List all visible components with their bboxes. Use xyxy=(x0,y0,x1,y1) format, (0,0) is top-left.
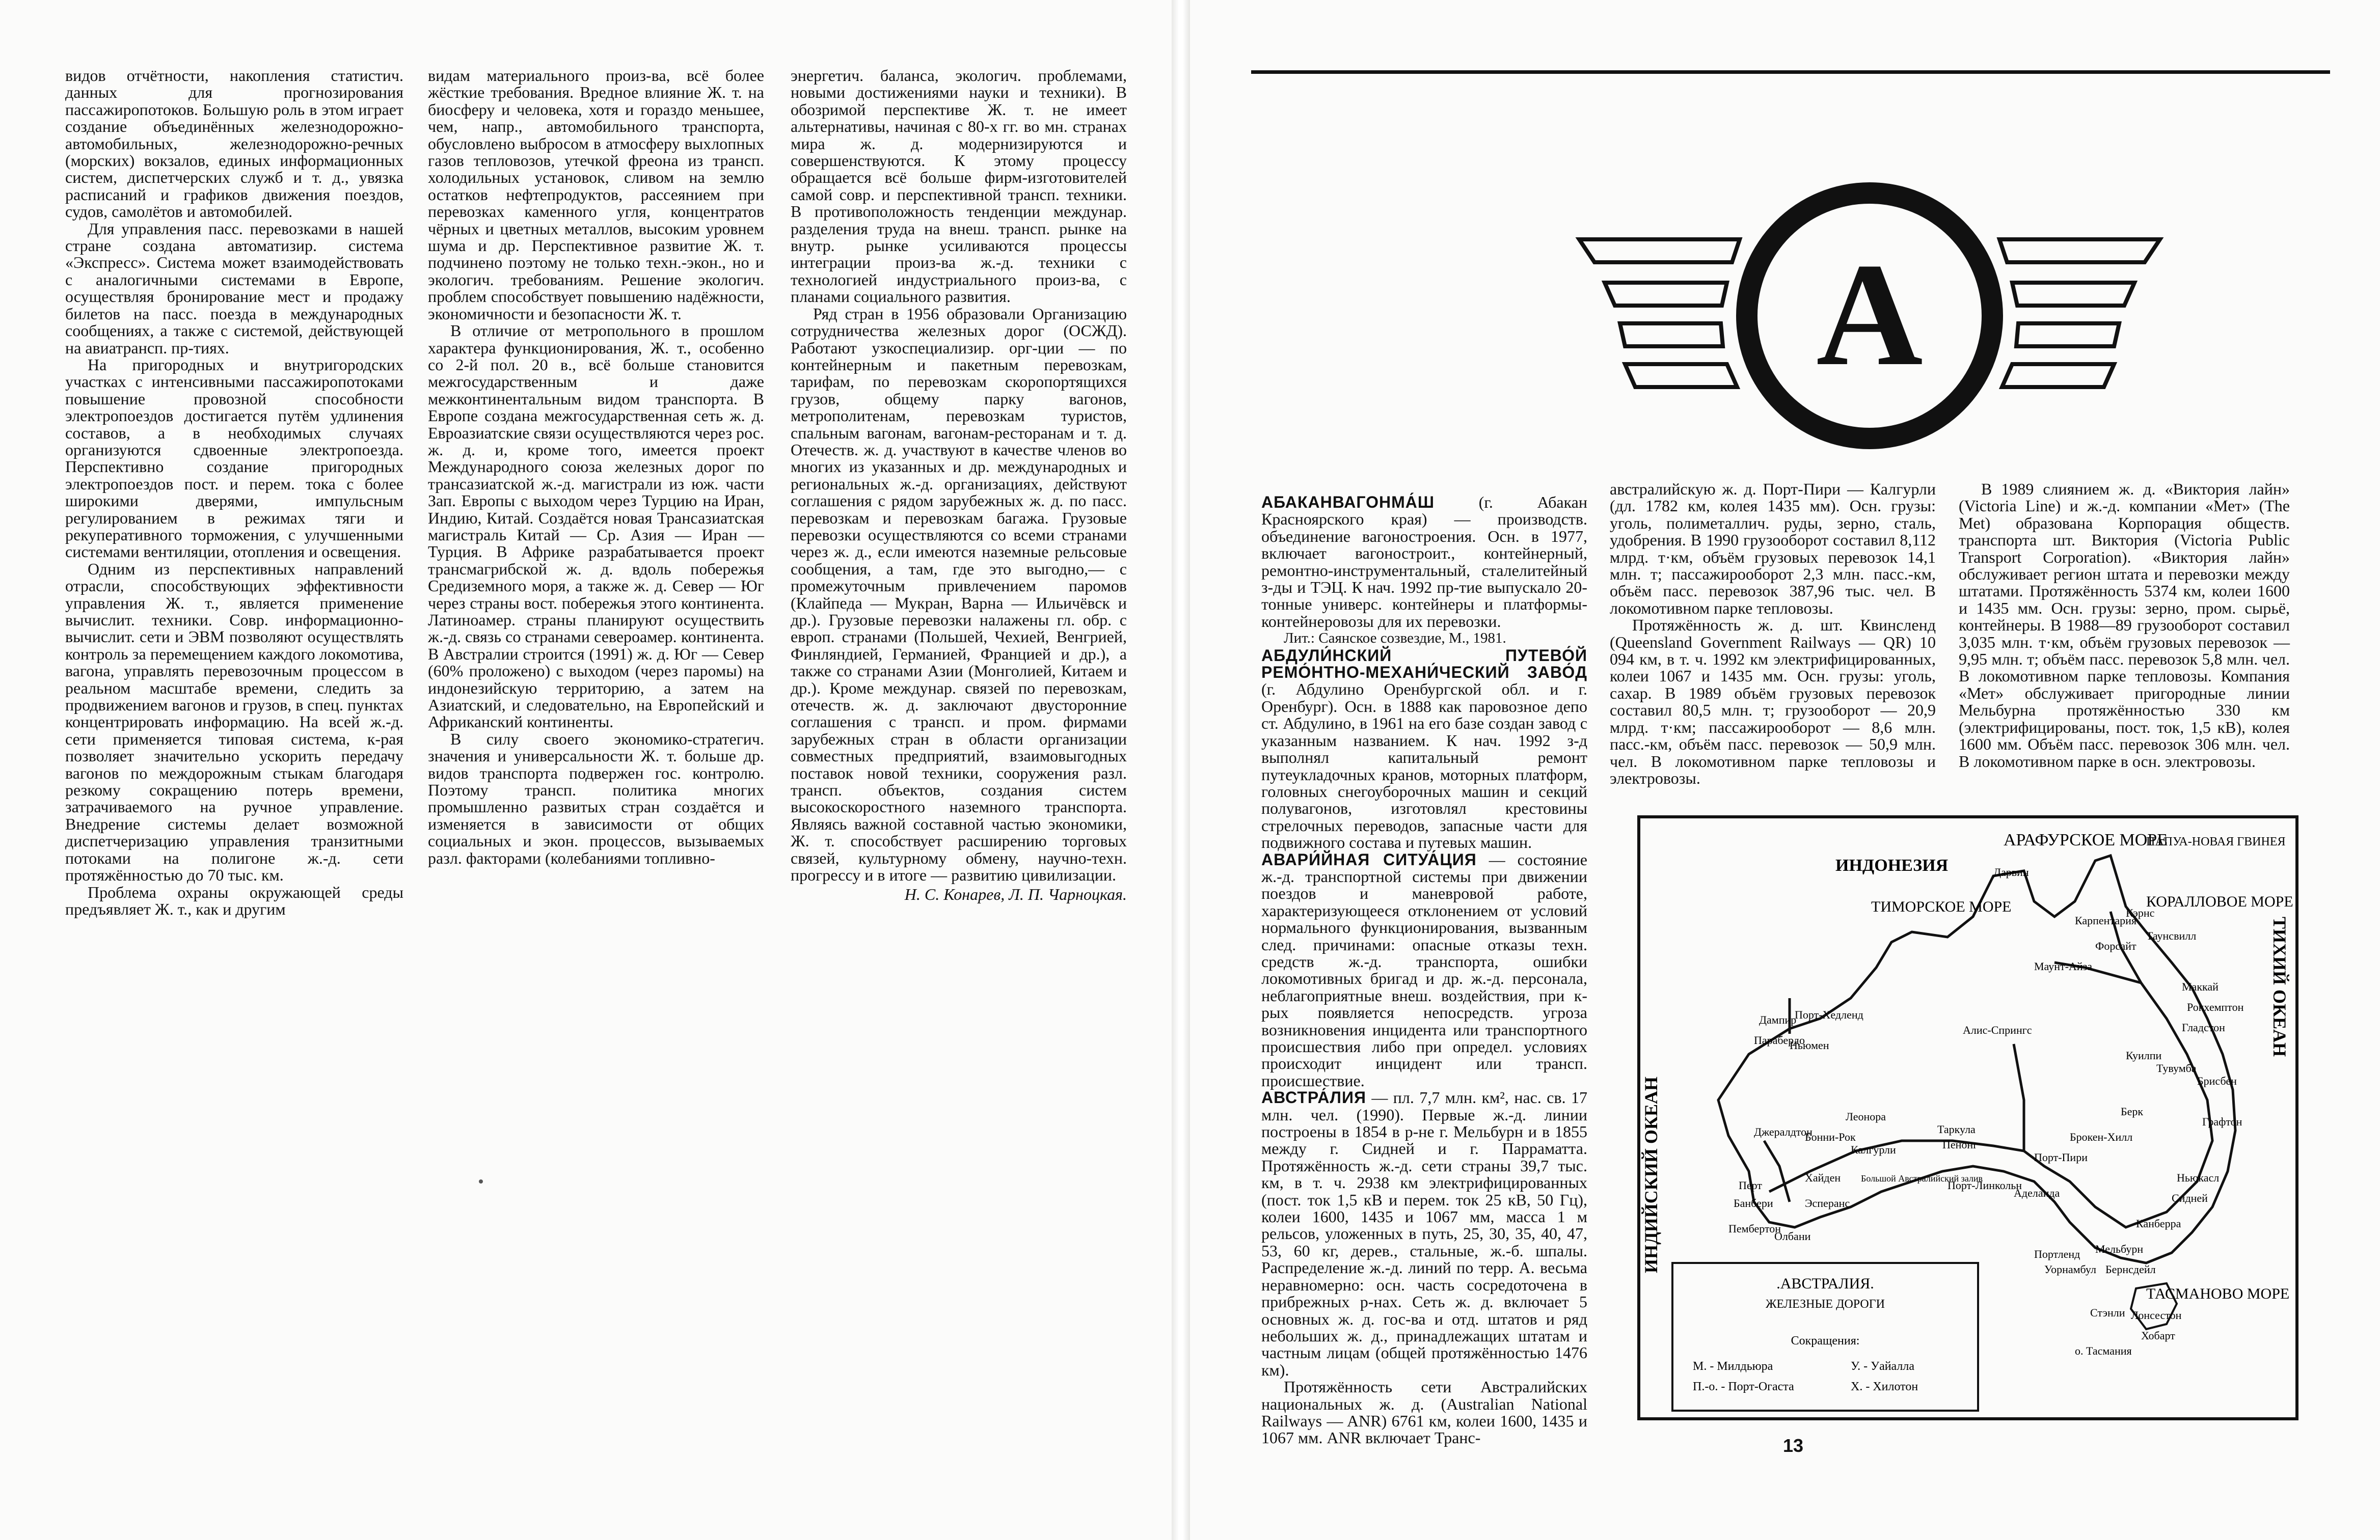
emblem-wing-right-2 xyxy=(2012,283,2134,306)
map-abbr: У. - Уайалла xyxy=(1851,1360,1915,1373)
left-column-2 xyxy=(428,67,764,1126)
city-label: Лонсестон xyxy=(2131,1309,2182,1322)
left-column-3 xyxy=(791,67,1127,1126)
right-column-1 xyxy=(1261,493,1588,1447)
author-signature: Н. С. Конарев, Л. П. Чарноцкая. xyxy=(904,885,1127,903)
city-label: Тувумба xyxy=(2156,1062,2197,1075)
city-label: Пенонг xyxy=(1942,1138,1978,1151)
city-label: Сидней xyxy=(2172,1192,2208,1204)
print-speck xyxy=(479,1179,483,1184)
entry-text-australia: — пл. 7,7 млн. км², нас. св. 17 млн. чел. (1990). Первые ж.-д. линии построены в 1854 в р-не г. Мельбурн и в 1855 между г. Сидней и г. Парраматта. Протяжённость ж.-д. сети страны 39,7 тыс. км, в т. ч. 2938 км электрифицированных (пост. ток 1,5 кВ и перем. ток 25 кВ, 50 Гц), колеи 1600, 1435 и 1067 мм, масса 1 м рельсов, уложенных в путь, 25, 30, 35, 40, 47, 53, 60 кг, дерев., стальные, ж.-б. шпалы. Распределение ж.-д. линий по терр. А. весьма неравномерно: осн. часть сосредоточена в прибрежных р-нах. Сеть ж. д. включает 5 основных ж. д. гос-ва и отд. штатов и ряд небольших ж. д., принадлежащих штатам и частным лицам (общей протяжённостью 1476 км). xyxy=(1261,1088,1587,1379)
map-abbr: П.-о. - Порт-Огаста xyxy=(1693,1380,1794,1393)
city-label: Форсайт xyxy=(2095,940,2136,952)
paragraph: Протяжённость ж. д. шт. Квинсленд (Queensland Government Railways — QR) 10 094 км, в т. ч. 1992 км электрифицированных, колеи 1067 и 1435 мм. Осн. грузы: уголь, сахар. В 1989 объём грузовых перевозок составил 80,5 млн. т; грузооборот — 20,9 млрд. т·км; пассажирооборот — 8,6 млн. пасс.-км, объём пасс. перевозок — 50,9 млн. чел. В локомотивном парке тепловозы и электровозы. xyxy=(1610,616,1936,787)
city-label: Алис-Спрингс xyxy=(1963,1024,2032,1036)
right-column-3 xyxy=(1959,481,2290,796)
paragraph: Проблема охраны окружающей среды предъявляет Ж. т., как и другим xyxy=(65,883,403,918)
entry-text-avariynaya: — состояние ж.-д. транспортной системы при движении поездов и маневровой работе, характеризующееся отклонением от условий нормального функционирования, вызванным след. причинами: опасные отказы техн. средств ж.-д. транспорта, ошибки локомотивных бригад и др. ж.-д. персонала, неблагоприятные внеш. воздействия, при к-рых появляется непосредств. угроза возникновения инцидента или транспортного происшествия либо при определ. условиях происходит инцидент или трансп. происшествие. xyxy=(1261,850,1588,1090)
entry-text-abdulino: (г. Абдулино Оренбургской обл. и г. Оренбург). Осн. в 1888 как паровозное депо ст. Абдулино, в 1961 на его базе создан завод с указанным названием. К нач. 1992 з-д выполнял капитальный ремонт путеукладочных кранов, моторных платформ, головных снегоуборочных машин и секций полувагонов, изготовлял крестовины стрелочных переводов, запасные части для подвижного состава и путевых машин. xyxy=(1261,680,1587,852)
city-label: Хайден xyxy=(1805,1171,1841,1184)
city-label: Мельбурн xyxy=(2095,1243,2144,1255)
paragraph: Одним из перспективных направлений отрасли, способствующих эффективности управления Ж. т., является применение вычислит. техники. Совр. информационно-вычислит. сети и ЭВМ позволяют осуществлять контроль за перемещением каждого локомотива, вагона, управлять перевозочным процессом в реальном масштабе времени, следить за продвижением вагонов и грузов, в спец. пунктах концентрировать информацию. На всей ж.-д. сети применяется типовая система, к-рая позволяет значительно ускорить передачу вагонов по междорожным стыкам благодаря резкому сокращению потерь времени, затрачиваемого на ручное управление. Внедрение системы делает возможной диспетчеризацию управления транзитными потоками на полигоне ж.-д. сети протяжённостью до 70 тыс. км. xyxy=(65,559,403,885)
literature-note: Лит.: Саянское созвездие, М., 1981. xyxy=(1284,630,1506,647)
map-abbr: М. - Милдьюра xyxy=(1693,1360,1773,1373)
left-page xyxy=(0,0,1172,1540)
book-gutter xyxy=(1172,0,1190,1540)
city-label: Таркула xyxy=(1937,1123,1976,1136)
city-label: Олбани xyxy=(1774,1230,1811,1243)
paragraph: энергетич. баланса, экологич. проблемами, новыми достижениями науки и техники). В обозримой перспективе Ж. т. не имеет альтернативы, начиная с 80-х гг. во мн. странах мира ж. д. модернизируются и совершенствуются. К этому процессу обращается всё больше фирм-изготовителей самой совр. и перспективной трансп. техники. В противоположность тенденции междунар. разделения труда на внеш. трансп. рынке на внутр. рынке усиливаются процессы интеграции произ-ва ж.-д. техники с технологией индустриального произ-ва, с планами социального развития. xyxy=(791,66,1127,306)
header-rule xyxy=(1251,70,2330,74)
city-label: Портленд xyxy=(2034,1248,2080,1260)
entry-title-australia: АВСТРА́ЛИЯ xyxy=(1261,1088,1366,1107)
label-png: ПАПУА-НОВАЯ ГВИНЕЯ xyxy=(2146,835,2286,848)
emblem-wing-right-1 xyxy=(1999,239,2160,262)
paragraph: Для управления пасс. перевозками в нашей стране создана автоматизир. система «Экспресс». Система может взаимодействовать с аналогичными системами в Европе, осуществляя бронирование мест и продажу билетов на пасс. поезда в международных сообщениях, а также с системой, действующей на авиатрансп. пр-тиях. xyxy=(65,219,403,357)
city-label: Дарвин xyxy=(1993,866,2029,878)
paragraph: видов отчётности, накопления статистич. данных для прогнозирования пассажиропотоков. Большую роль в этом играет создание объединённых железнодорожно-автомобильных, железнодорожно-речных (морских) вокзалов, единых информационных систем, диспетчерских служб и т. д., увязка расписаний и графиков движения поездов, судов, самолётов и автомобилей. xyxy=(65,66,403,221)
right-column-2 xyxy=(1610,481,1936,796)
city-label: Порт-Пири xyxy=(2034,1151,2088,1164)
page-number: 13 xyxy=(1783,1435,1804,1456)
emblem-wing-right-3 xyxy=(2016,323,2119,346)
city-label: Порт-Хедленд xyxy=(1795,1008,1863,1021)
entry-text-abakan: (г. Абакан Красноярского края) — производств. объединение вагоностроения. Осн. в 1977, включает вагоностроит., контейнерный, ремонтно-инструментальный, сталелитейный з-ды и ТЭЦ. К нач. 1992 пр-тие выпускало 20-тонные универс. контейнеры и платформы-контейнеровозы для их перевозки. xyxy=(1261,493,1588,630)
city-label: Гладстон xyxy=(2182,1021,2225,1034)
sea-label-indonesia: ИНДОНЕЗИЯ xyxy=(1835,856,1949,875)
city-label: Маунт-Айза xyxy=(2034,960,2093,973)
sea-label-timor: ТИМОРСКОЕ МОРЕ xyxy=(1871,898,2012,915)
paragraph: На пригородных и внутригородских участках с интенсивными пассажиропотоками повышение провозной способности электропоездов достигается путём удлинения составов, а в необходимых случаях организуются сдвоенные электропоезда. Перспективно создание пригородных электропоездов пост. и перем. тока с более широкими дверями, импульсным регулированием в режимах тяги и рекуперативного торможения, с улучшенными системами вентиляции, отопления и освещения. xyxy=(65,355,403,561)
city-label: Дампир xyxy=(1759,1013,1797,1026)
city-label: Стэнли xyxy=(2090,1306,2125,1319)
emblem-wing-left-1 xyxy=(1579,239,1740,262)
paragraph: В 1989 слиянием ж. д. «Виктория лайн» (Victoria Line) и ж.-д. компании «Мет» (The Met) образована Корпорация обществ. транспорта шт. Виктория (Victoria Public Transport Corporation). «Виктория лайн» обслуживает регион штата и перевозки между штатами. Протяжённость 5374 км, колеи 1600 и 1435 мм. Осн. грузы: зерно, пром. сырьё, контейнеры. В 1988—89 грузооборот составил 3,035 млн. т·км, объём грузовых перевозок — 9,95 млн. т; объём пасс. перевозок 5,8 млн. чел. В локомотивном парке тепловозы. Компания «Мет» обслуживает пригородные линии Мельбурна протяжённостью 330 км (электрифицированы, пост. ток, 1,5 кВ), колея 1600 мм. Объём пасс. перевозок 306 млн. чел. В локомотивном парке в осн. электровозы. xyxy=(1959,480,2290,771)
map-legend-box xyxy=(1672,1263,1978,1411)
city-label: Куилпи xyxy=(2126,1049,2162,1062)
city-label: Порт-Линкольн xyxy=(1948,1179,2022,1192)
emblem-wing-left-4 xyxy=(1625,364,1737,387)
entry-title-avariynaya: АВАРИ́ЙНАЯ СИТУА́ЦИЯ xyxy=(1261,850,1477,869)
ocean-label-indian: ИНДИЙСКИЙ ОКЕАН xyxy=(1641,1077,1661,1273)
city-label: Перт xyxy=(1739,1179,1762,1192)
city-label: Джералдтон xyxy=(1754,1125,1813,1138)
city-label: Пембертон xyxy=(1728,1222,1781,1235)
paragraph: Ряд стран в 1956 образовали Организацию сотрудничества железных дорог (ОСЖД). Работают узкоспециализир. орг-ции — по контейнерным и пакетным перевозкам, тарифам, по перевозкам скоропортящихся грузов, общему парку вагонов, метрополитенам, перевозкам туристов, спальным вагонам, вагонам-ресторанам и т. д. Отечеств. ж. д. участвуют в качестве членов во многих из указанных и др. международных и региональных ж.-д. организациях, действуют соглашения с рядом зарубежных ж. д. по пасс. перевозкам и перевозкам багажа. Грузовые перевозки осуществляются со всеми странами через ж. д., если имеются наземные рельсовые сообщения, а там, где это выгодно,— с промежуточным привлечением паромов (Клайпеда — Мукран, Варна — Ильичёвск и др.). Грузовые перевозки налажены гл. обр. с европ. странами (Польшей, Чехией, Венгрией, Финляндией, Германией, Францией и др.), а также со странами Азии (Монголией, Китаем и др.). Кроме междунар. связей по перевозкам, отечеств. ж. д. заключают двусторонние соглашения с трансп. и пром. фирмами зарубежных стран в области организации совместных предприятий, взаимовыгодных поставок новой техники, сооружения разл. трансп. объектов, создания систем высокоскоростного наземного транспорта. Являясь важной составной частью экономики, Ж. т. способствует расширению торговых связей, культурному обмену, научно-техн. прогрессу и в итоге — развитию цивилизации. xyxy=(791,304,1127,885)
map-title: .АВСТРАЛИЯ. xyxy=(1776,1275,1874,1292)
sea-label-tasman: ТАСМАНОВО МОРЕ xyxy=(2146,1285,2290,1302)
city-label: Берк xyxy=(2121,1105,2144,1118)
city-label: Ньюкасл xyxy=(2177,1171,2220,1184)
city-label: Маккай xyxy=(2182,980,2219,993)
entry-title-abakan: АБАКАНВАГОНМА́Ш xyxy=(1261,493,1435,511)
city-label: Леонора xyxy=(1846,1110,1886,1123)
city-label: Рокхемптон xyxy=(2187,1001,2244,1013)
emblem-wing-left-3 xyxy=(1620,323,1723,346)
city-label: Аделаида xyxy=(2014,1187,2060,1199)
map-abbr-heading: Сокращения: xyxy=(1791,1334,1860,1348)
city-label: Кэрнс xyxy=(2126,906,2155,919)
city-label: Канберра xyxy=(2136,1217,2181,1230)
entry-title-abdulino: АБДУЛИ́НСКИЙ ПУТЕВО́Й РЕМО́НТНО-МЕХАНИ́ЧЕСКИЙ ЗАВО́Д xyxy=(1261,646,1587,682)
emblem-wing-left-2 xyxy=(1605,283,1727,306)
city-label: Уорнамбул xyxy=(2044,1263,2096,1276)
paragraph: В отличие от метропольного в прошлом характера функционирования, Ж. т., особенно со 2-й пол. 20 в., всё больше становится межгосударственным и даже межконтинентальным видом транспорта. В Европе создана межгосударственная сеть ж. д. Евроазиатские связи осуществляются через рос. ж. д. и, кроме того, имеется проект Международного союза железных дорог по трансазиатской ж.-д. магистрали из юж. части Зап. Европы с выходом через Турцию на Иран, Индию, Китай. Создаётся новая Трансазиатская магистраль Китай — Ср. Азия — Иран — Турция. В Африке разрабатывается проект трансмагрибской ж. д. вдоль побережья Средиземного моря, а также ж. д. Север — Юг через страны вост. побережья этого континента. Латиноамер. страны планируют осуществить ж.-д. связь со странами североамер. континента. В Австралии строится (1991) ж. д. Юг — Север (60% проложено) с выходом (через паромы) на индонезийскую территорию, а затем на Азиатский, и следовательно, на Европейский и Африканский континенты. xyxy=(428,321,764,731)
city-label: Банбери xyxy=(1734,1197,1773,1209)
map-abbr: Х. - Хилотон xyxy=(1851,1380,1918,1393)
ocean-label-pacific: ТИХИЙ ОКЕАН xyxy=(2269,917,2290,1057)
map-subtitle: ЖЕЛЕЗНЫЕ ДОРОГИ xyxy=(1766,1298,1885,1311)
city-label: Брисбен xyxy=(2197,1075,2237,1087)
australia-railway-map xyxy=(1637,815,2299,1421)
city-label: Бонни-Рок xyxy=(1805,1131,1856,1143)
paragraph: В силу своего экономико-стратегич. значения и универсальности Ж. т. больше др. видов транспорта подвержен гос. контролю. Поэтому трансп. политика многих промышленно развитых стран создаётся и изменяется в зависимости от общих социальных и экон. процессов, вызываемых разл. факторами (колебаниями топливно- xyxy=(428,729,764,867)
city-label: Графтон xyxy=(2202,1115,2242,1128)
city-label: Таунсвилл xyxy=(2146,929,2197,942)
city-label: Брокен-Хилл xyxy=(2070,1131,2133,1143)
city-label: Карпентария xyxy=(2075,914,2136,927)
paragraph: Протяжённость сети Австралийских национальных ж. д. (Australian National Railways — ANR) 6761 км, колеи 1600, 1435 и 1067 мм. ANR включает Транс- xyxy=(1261,1378,1587,1447)
city-label: Хобарт xyxy=(2141,1329,2175,1342)
paragraph: видам материального произ-ва, всё более жёсткие требования. Вредное влияние Ж. т. на биосферу и человека, хотя и гораздо меньшее, чем, напр., автомобильного транспорта, обусловлено выбросом в атмосферу выхлопных газов тепловозов, утечкой фреона из трансп. холодильных установок, сливом на землю остатков нефтепродуктов, рассеянием при перевозках каменного угля, концентратов чёрных и цветных металлов, высоким уровнем шума и др. Перспективное развитие Ж. т. подчинено поэтому не только техн.-экон., но и экологич. требованиям. Решение экологич. проблем способствует повышению надёжности, экономичности и безопасности Ж. т. xyxy=(428,66,764,323)
emblem-wing-right-4 xyxy=(2002,364,2114,387)
city-label: Эсперанс xyxy=(1805,1197,1850,1209)
city-label: Парабердо xyxy=(1754,1034,1805,1047)
city-label: Бернсдейл xyxy=(2105,1263,2156,1276)
sea-label-arafura: АРАФУРСКОЕ МОРЕ xyxy=(2004,831,2168,849)
city-label: Калгурли xyxy=(1851,1143,1896,1156)
paragraph: австралийскую ж. д. Порт-Пири — Калгурли (дл. 1782 км, колея 1435 мм). Осн. грузы: уголь, полиметаллич. руды, зерно, сталь, удобрения. В 1990 грузооборот составил 8,112 млрд. т·км, объём грузовых перевозок 14,1 млн. т; пассажирооборот 2,3 млн. пасс.-км, объём пасс. перевозок 387,96 тыс. чел. В локомотивном парке тепловозы. xyxy=(1610,480,1936,617)
emblem-letter: А xyxy=(1816,233,1923,396)
letter-a-emblem xyxy=(1559,188,2180,474)
sea-label-coral: КОРАЛЛОВОЕ МОРЕ xyxy=(2146,893,2293,910)
city-label: Ньюмен xyxy=(1790,1039,1829,1052)
left-column-1 xyxy=(65,67,403,1126)
city-label: о. Тасмания xyxy=(2075,1344,2132,1357)
city-label: Большой Австралийский залив xyxy=(1861,1173,1983,1184)
